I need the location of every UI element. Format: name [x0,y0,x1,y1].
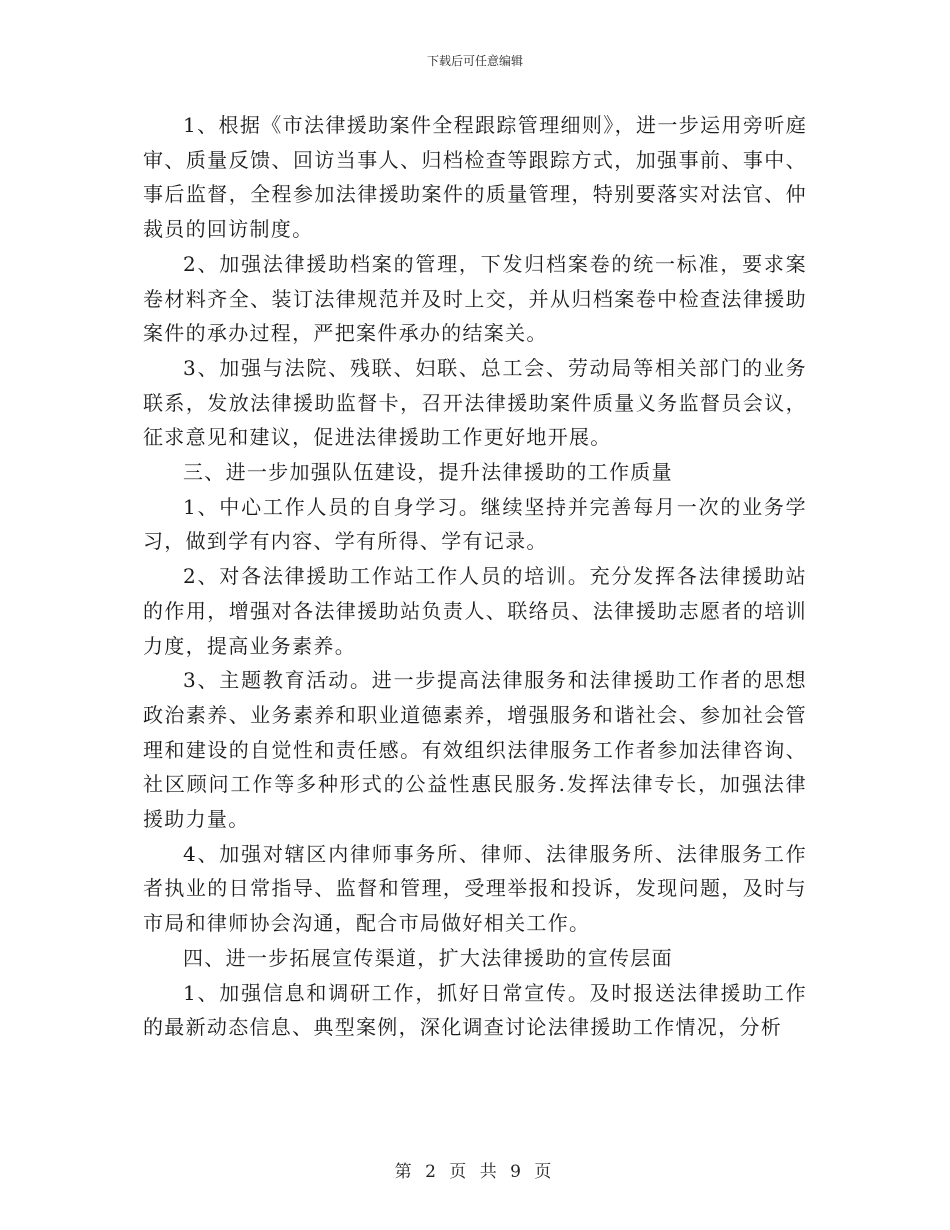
paragraph-6: 3、主题教育活动。进一步提高法律服务和法律援助工作者的思想政治素养、业务素养和职业道德素养，增强服务和谐社会、参加社会管理和建设的自觉性和责任感。有效组织法律服务工作者参加法律咨询、社区顾问工作等多种形式的公益性惠民服务.发挥法律专长，加强法律援助力量。 [143,668,807,832]
paragraph-8: 1、加强信息和调研工作，抓好日常宣传。及时报送法律援助工作的最新动态信息、典型案例，深化调查讨论法律援助工作情况，分析 [143,980,807,1040]
paragraph-3: 3、加强与法院、残联、妇联、总工会、劳动局等相关部门的业务联系，发放法律援助监督卡，召开法律援助案件质量义务监督员会议，征求意见和建议，促进法律援助工作更好地开展。 [143,355,807,450]
section-heading-3: 三、进一步加强队伍建设，提升法律援助的工作质量 [183,460,673,485]
section-heading-4: 四、进一步拓展宣传渠道，扩大法律援助的宣传层面 [183,945,673,970]
document-body [143,108,807,1045]
paragraph-5: 2、对各法律援助工作站工作人员的培训。充分发挥各法律援助站的作用，增强对各法律援助站负责人、联络员、法律援助志愿者的培训力度，提高业务素养。 [143,564,807,658]
paragraph-4: 1、中心工作人员的自身学习。继续坚持并完善每月一次的业务学习，做到学有内容、学有所得、学有记录。 [143,494,807,554]
paragraph-2: 2、加强法律援助档案的管理，下发归档案卷的统一标准，要求案卷材料齐全、装订法律规范并及时上交，并从归档案卷中检查法律援助案件的承办过程，严把案件承办的结案关。 [143,251,807,346]
paragraph-1: 1、根据《市法律援助案件全程跟踪管理细则》，进一步运用旁听庭审、质量反馈、回访当事人、归档检查等跟踪方式，加强事前、事中、事后监督，全程参加法律援助案件的质量管理，特别要落实对法官、仲裁员的回访制度。 [143,113,807,242]
page-number-footer: 第 2 页 共 9 页 [394,1162,556,1182]
paragraph-7: 4、加强对辖区内律师事务所、律师、法律服务所、法律服务工作者执业的日常指导、监督和管理，受理举报和投诉，发现问题，及时与市局和律师协会沟通，配合市局做好相关工作。 [143,841,807,936]
page-header: 下载后可任意编辑 [426,54,523,68]
